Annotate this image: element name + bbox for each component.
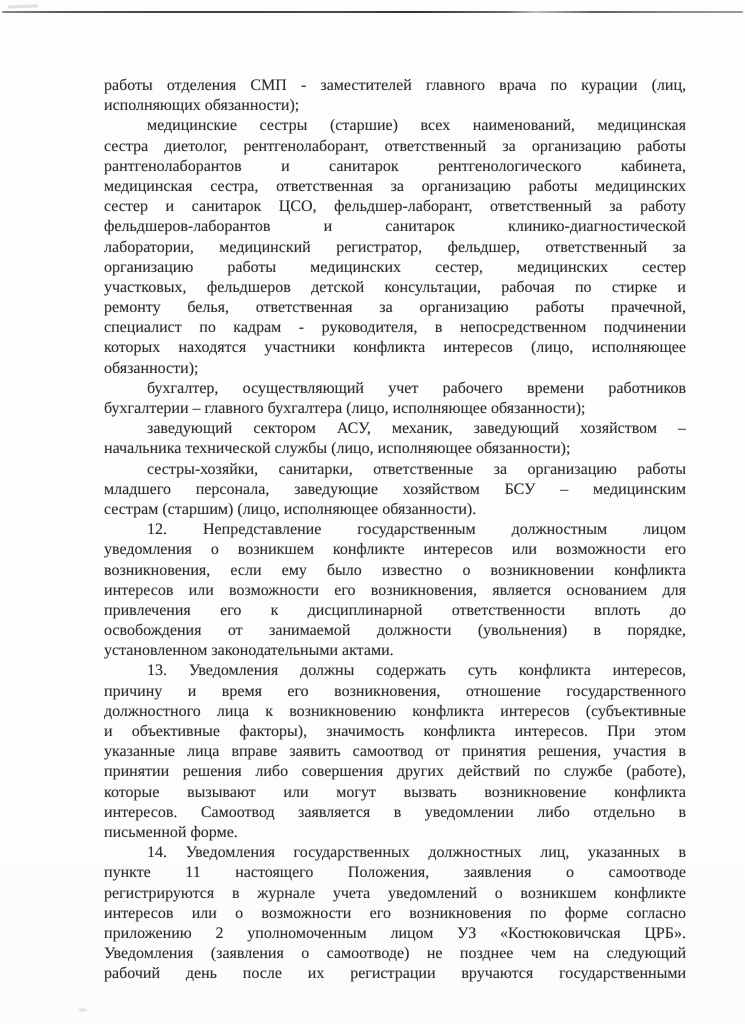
document-text-block xyxy=(104,76,686,984)
text-line: младшего персонала, заведующие хозяйством БСУ – медицинским xyxy=(104,480,686,498)
text-line: сестрам (старшим) (лицо, исполняющее обязанности). xyxy=(104,500,477,518)
text-line: интересов или возможности его возникновения, является основанием для xyxy=(104,581,686,599)
scan-smudge-artifact xyxy=(78,1008,87,1012)
text-line: сестер и санитарок ЦСО, фельдшер-лаборант, ответственный за работу xyxy=(104,198,686,216)
text-line: начальника технической службы (лицо, исполняющее обязанности); xyxy=(104,440,571,458)
text-line: регистрируются в журнале учета уведомлений о возникшем конфликте xyxy=(104,884,686,902)
text-line: установленном законодательными актами. xyxy=(104,642,394,660)
text-line: привлечения его к дисциплинарной ответственности вплоть до xyxy=(104,601,686,619)
text-line: участковых, фельдшеров детской консультации, рабочая по стирке и xyxy=(104,278,686,296)
text-line: пункте 11 настоящего Положения, заявления о самоотводе xyxy=(104,864,686,882)
text-line: 12. Непредставление государственным должностным лицом xyxy=(147,521,686,539)
text-line: фельдшеров-лаборантов и санитарок клинико-диагностической xyxy=(104,218,686,236)
text-line: должностного лица к возникновению конфликта интересов (субъективные xyxy=(104,702,686,720)
text-line: бухгалтерии – главного бухгалтера (лицо, исполняющее обязанности); xyxy=(104,400,586,417)
text-line: указанные лица вправе заявить самоотвод от принятия решения, участия в xyxy=(104,743,686,761)
text-line: интересов. Самоотвод заявляется в уведомлении либо отдельно в xyxy=(104,803,686,821)
text-line: принятии решения либо совершения других действий по службе (работе), xyxy=(104,763,686,781)
text-line: заведующий сектором АСУ, механик, заведующий хозяйством – xyxy=(147,420,686,438)
text-line: которых находятся участники конфликта интересов (лицо, исполняющее xyxy=(104,339,686,357)
text-line: организацию работы медицинских сестер, медицинских сестер xyxy=(104,258,686,276)
text-line: сестра диетолог, рентгенолаборант, ответственный за организацию работы xyxy=(104,137,686,155)
text-line: причину и время его возникновения, отношение государственного xyxy=(104,682,686,700)
text-line: рабочий день после их регистрации вручаются государственными xyxy=(104,965,686,983)
text-line: работы отделения СМП - заместителей главного врача по курации (лиц, xyxy=(104,77,686,94)
text-line: медицинские сестры (старшие) всех наименований, медицинская xyxy=(147,117,686,135)
text-line: исполняющих обязанности); xyxy=(104,97,300,115)
text-line: письменной форме. xyxy=(104,823,238,841)
text-line: сестры-хозяйки, санитарки, ответственные за организацию работы xyxy=(147,460,686,478)
text-line: обязанности); xyxy=(104,359,199,377)
text-line: специалист по кадрам - руководителя, в непосредственном подчинении xyxy=(104,319,686,337)
text-line: Уведомления (заявления о самоотводе) не позднее чем на следующий xyxy=(104,945,686,963)
text-line: возникновения, если ему было известно о возникновении конфликта xyxy=(104,561,686,579)
text-line: и объективные факторы), значимость конфликта интересов. При этом xyxy=(104,723,686,740)
text-line: ремонту белья, ответственная за организацию работы прачечной, xyxy=(104,299,686,317)
text-line: которые вызывают или могут вызвать возникновение конфликта xyxy=(104,783,686,801)
text-line: 14. Уведомления государственных должностных лиц, указанных в xyxy=(147,844,686,862)
text-line: бухгалтер, осуществляющий учет рабочего времени работников xyxy=(147,379,686,397)
scan-smudge-artifact xyxy=(8,4,38,8)
text-line: 13. Уведомления должны содержать суть конфликта интересов, xyxy=(147,662,686,680)
text-line: интересов или о возможности его возникновения по форме согласно xyxy=(104,904,686,922)
text-line: медицинская сестра, ответственная за организацию работы медицинских xyxy=(104,177,686,195)
text-line: лаборатории, медицинский регистратор, фельдшер, ответственный за xyxy=(104,238,686,256)
text-line: уведомления о возникшем конфликте интересов или возможности его xyxy=(104,541,686,559)
text-line: рантгенолаборантов и санитарок рентгенологического кабинета, xyxy=(104,157,686,175)
scan-edge-line-artifact xyxy=(2,11,743,13)
text-line: приложению 2 уполномоченным лицом УЗ «Костюковичская ЦРБ». xyxy=(104,924,686,942)
text-line: освобождения от занимаемой должности (увольнения) в порядке, xyxy=(104,622,686,640)
